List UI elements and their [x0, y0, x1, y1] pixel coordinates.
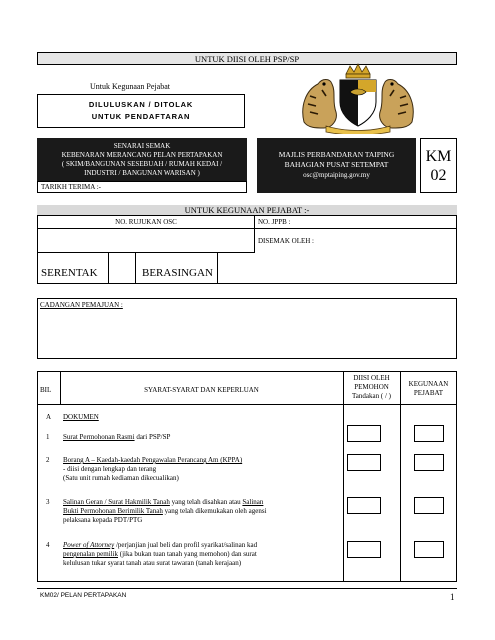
berasingan-label: BERASINGAN: [142, 267, 213, 279]
form-code-line-1: KM: [425, 148, 452, 165]
council-line-2: BAHAGIAN PUSAT SETEMPAT: [284, 160, 389, 169]
table-header-divider: [37, 404, 457, 405]
row-4-italic: Power of Attorney: [63, 541, 115, 549]
row-1-office-checkbox[interactable]: [414, 425, 444, 442]
row-3-text: [63, 498, 267, 525]
row-4-office-checkbox[interactable]: [414, 541, 444, 558]
received-date-label: TARIKH TERIMA :-: [41, 183, 101, 191]
footer-label: KM02/ PELAN PERTAPAKAN: [40, 592, 127, 599]
row-4-rest: /perjanjian jual beli dan profil syarikat/salinan kad: [114, 541, 258, 549]
row-3-line-2-bold: Bukti Permohonan Berimilik Tanah: [63, 507, 163, 515]
proposal-label: CADANGAN PEMAJUAN :: [40, 301, 123, 309]
status-line-1: DILULUSKAN / DITOLAK: [88, 100, 194, 109]
row-2-line-1: Borang A – Kaedah-kaedah Pengawalan Perancang Am (KPPA): [63, 456, 243, 464]
row-4-bil: 4: [46, 541, 50, 549]
row-3-bold: Salinan Geran / Surat Hakmilik Tanah: [63, 498, 170, 506]
checked-by-label[interactable]: DISEMAK OLEH :: [258, 237, 314, 245]
top-bar-label: UNTUK DIISI OLEH PSP/SP: [194, 54, 300, 64]
checklist-line-3: ( SKIM/BANGUNAN SESEBUAH / RUMAH KEDAI /: [61, 160, 223, 168]
osc-ref-label: NO. RUJUKAN OSC: [115, 218, 177, 226]
header-applicant-line-1: DIISI OLEH: [353, 374, 390, 382]
council-box: [257, 138, 416, 193]
row-3-bil: 3: [46, 498, 50, 506]
row-3-bold-2: Salinan: [242, 498, 264, 506]
checklist-line-4: INDUSTRI / BANGUNAN WARISAN ): [84, 169, 200, 177]
received-date-field[interactable]: [37, 181, 247, 193]
osc-ref-underline: [37, 228, 255, 229]
serentak-label: SERENTAK: [41, 267, 98, 279]
form-code-line-2: 02: [430, 167, 447, 184]
row-2-applicant-checkbox[interactable]: [347, 454, 381, 471]
berasingan-option[interactable]: [136, 253, 218, 284]
row-a-text: DOKUMEN: [63, 413, 99, 421]
row-4-applicant-checkbox[interactable]: [347, 541, 381, 558]
row-4-line-2-rest: (jika bukan tuan tanah yang memohon) dan surat: [118, 550, 257, 558]
serentak-option[interactable]: [37, 253, 109, 284]
row-3-line-2-rest: yang telah dikemukakan oleh agensi: [162, 507, 267, 515]
council-line-1: MAJLIS PERBANDARAN TAIPING: [278, 150, 395, 159]
header-requirements: SYARAT-SYARAT DAN KEPERLUAN: [144, 386, 259, 394]
shield-icon: [340, 80, 376, 126]
row-2-line-3: (Satu unit rumah kediaman dikecualikan): [63, 474, 179, 482]
form-code-box: [420, 138, 457, 193]
checklist-line-1: SENARAI SEMAK: [113, 142, 171, 150]
status-box: [37, 94, 245, 128]
row-1-bil: 1: [46, 433, 50, 441]
row-3-line-3: pelaksana kepada PDT/PTG: [63, 516, 143, 524]
row-a-bil: A: [46, 413, 52, 421]
header-applicant: [343, 374, 400, 401]
header-office: [400, 380, 457, 398]
row-3-rest: yang telah disahkan atau: [169, 498, 243, 506]
berasingan-checkbox[interactable]: [218, 253, 255, 284]
office-use-label: Untuk Kegunaan Pejabat: [90, 82, 170, 91]
jppb-underline: [255, 228, 457, 229]
council-email: osc@mptaiping.gov.my: [303, 171, 370, 179]
status-line-2: UNTUK PENDAFTARAN: [91, 112, 191, 121]
row-4-line-2-bold: pengenalan pemilik: [63, 550, 119, 558]
header-bil: BIL: [40, 386, 52, 394]
header-office-line-2: PEJABAT: [413, 389, 444, 397]
office-section-header-label: UNTUK KEGUNAAN PEJABAT :-: [184, 205, 310, 215]
row-3-office-checkbox[interactable]: [414, 497, 444, 514]
office-section-header: [37, 205, 457, 216]
row-2-text: [63, 456, 242, 483]
checklist-box: [37, 138, 247, 181]
table-col-divider-2: [343, 371, 344, 582]
serentak-checkbox[interactable]: [109, 253, 136, 284]
left-tiger-icon: [303, 80, 337, 129]
council-crest-icon: [296, 62, 420, 134]
row-4-text: [63, 541, 257, 568]
page-number: 1: [450, 592, 455, 602]
footer-divider: [37, 588, 457, 589]
row-1-applicant-checkbox[interactable]: [347, 425, 381, 442]
row-1-text: [63, 433, 170, 442]
row-2-line-2: - diisi dengan lengkap dan terang: [63, 465, 157, 473]
table-col-divider-3: [400, 371, 401, 582]
row-1-rest: dari PSP/SP: [134, 433, 171, 441]
row-2-office-checkbox[interactable]: [414, 454, 444, 471]
right-tiger-icon: [380, 80, 414, 129]
row-3-applicant-checkbox[interactable]: [347, 497, 381, 514]
row-1-bold: Surat Permohonan Rasmi: [63, 433, 135, 441]
header-office-line-1: KEGUNAAN: [408, 380, 449, 388]
row-2-bil: 2: [46, 456, 50, 464]
crown-icon: [346, 64, 370, 78]
jppb-label[interactable]: NO. JPPB :: [258, 218, 291, 226]
banner-icon: [326, 126, 390, 134]
header-applicant-line-2: PEMOHON: [354, 383, 389, 391]
header-applicant-line-3: Tandakan ( / ): [352, 392, 391, 400]
checklist-line-2: KEBENARAN MERANCANG PELAN PERTAPAKAN: [61, 151, 223, 159]
row-4-line-3: kelulusan tukar syarat tanah atau surat tawaran (tanah kerajaan): [63, 559, 242, 567]
